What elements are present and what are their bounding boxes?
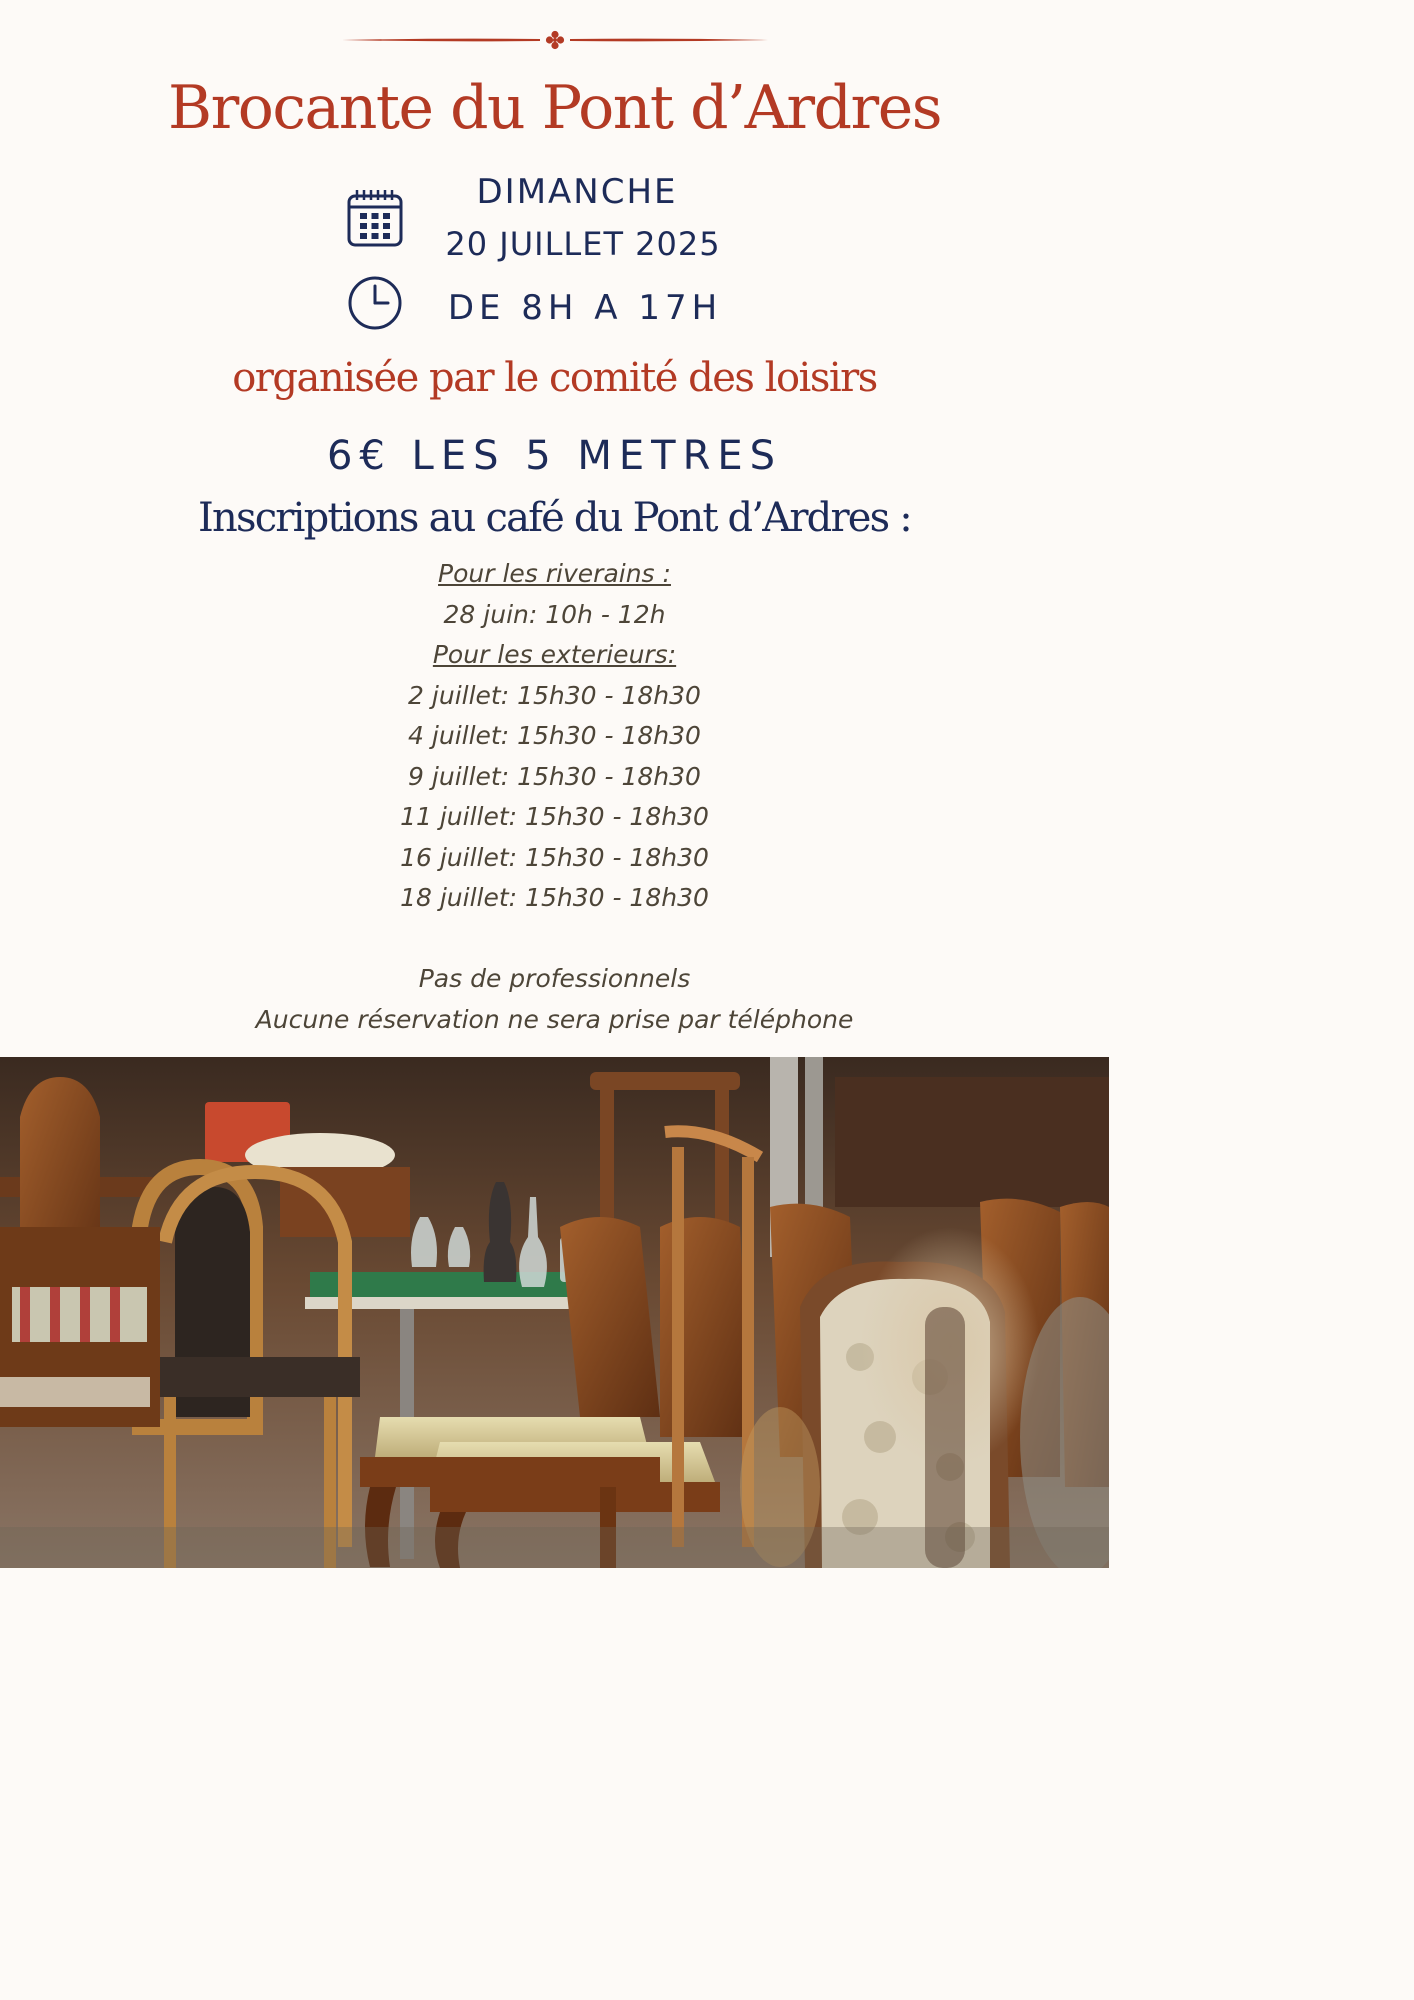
registration-schedule: [0, 554, 1109, 1040]
clock-icon: [347, 275, 403, 331]
event-date: 20 JUILLET 2025: [445, 225, 721, 263]
organizer-line: organisée par le comité des loisirs: [232, 355, 877, 401]
outsiders-slot: 2 juillet: 15h30 - 18h30: [408, 680, 701, 710]
calendar-icon: [347, 188, 403, 248]
residents-heading: Pour les riverains :: [438, 559, 671, 588]
event-hours: DE 8H A 17H: [447, 288, 723, 328]
event-day: DIMANCHE: [476, 172, 678, 212]
outsiders-heading: Pour les exterieurs:: [432, 640, 677, 669]
outsiders-slot: 11 juillet: 15h30 - 18h30: [400, 802, 709, 831]
residents-slot: 28 juin: 10h - 12h: [443, 599, 666, 629]
fleuron-ornament: [340, 30, 770, 50]
note-no-phone-booking: Aucune réservation ne sera prise par téléphone: [255, 1004, 854, 1034]
flea-market-photo: [0, 1057, 1109, 1568]
outsiders-slot: 4 juillet: 15h30 - 18h30: [408, 721, 701, 750]
note-no-professionals: Pas de professionnels: [418, 964, 691, 993]
price-line: 6€ LES 5 METRES: [326, 433, 783, 479]
blank-line: [0, 919, 1109, 960]
registration-title: Inscriptions au café du Pont d’Ardres :: [198, 495, 911, 541]
outsiders-slot: 18 juillet: 15h30 - 18h30: [400, 883, 709, 912]
event-title: Brocante du Pont d’Ardres: [168, 73, 941, 143]
outsiders-slot: 9 juillet: 15h30 - 18h30: [408, 761, 701, 791]
outsiders-slot: 16 juillet: 15h30 - 18h30: [400, 842, 709, 872]
